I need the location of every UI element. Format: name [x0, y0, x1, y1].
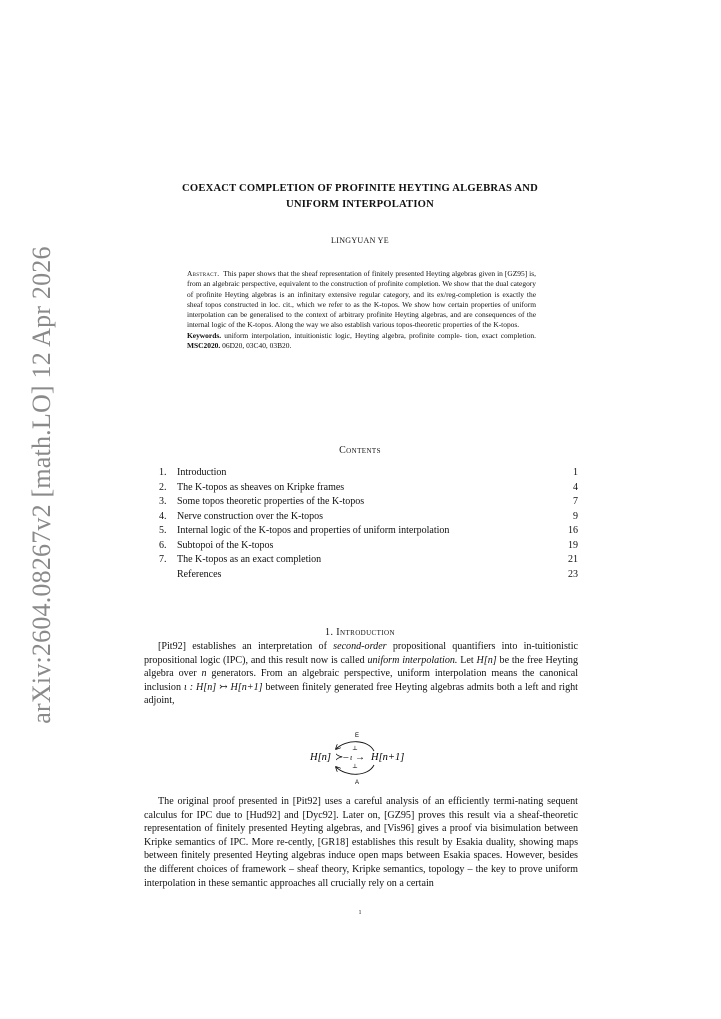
toc-entry-page: 7: [573, 496, 578, 507]
toc-entry-page: 23: [568, 568, 578, 580]
keywords-text: uniform interpolation, intuitionistic logic, Heyting algebra, profinite comple-: [224, 330, 463, 340]
diagram-mid-map: ι: [350, 753, 353, 762]
text-run: [Pit92] establishes an interpretation of: [158, 641, 334, 652]
toc-entry-title: Some topos theoretic properties of the K-topos: [177, 496, 365, 507]
page-number: 1: [358, 910, 362, 916]
toc-entry-number: 5.: [159, 525, 167, 536]
abstract-line: algebras, and are consequences of the internal logic of the K-topos. Along the way we also: [187, 310, 537, 330]
math: n: [201, 668, 207, 680]
title-line-2: UNIFORM INTERPOLATION: [286, 199, 434, 210]
toc-entry-title: Subtopoi of the K-topos: [177, 539, 274, 551]
diagram-right-object: H[n+1]: [371, 752, 405, 763]
diagram-top-label: E: [354, 733, 360, 739]
toc-entry[interactable]: [159, 466, 578, 481]
toc-entry-page: 4: [573, 481, 578, 493]
diagram-perp-top: ⊥: [352, 746, 358, 752]
toc-entry[interactable]: [159, 495, 578, 510]
msc-text: 06D20, 03C40, 03B20.: [222, 341, 292, 351]
diagram-perp-bottom: ⊥: [352, 764, 358, 770]
toc-entry-title: The K-topos as sheaves on Kripke frames: [177, 481, 345, 493]
arxiv-id: arXiv:2604.08267v2 [math.LO] 12 Apr 2026: [27, 246, 56, 724]
text-run: propositional quantifiers into in-tuitionistic propositional logic (IPC), and this result now is called: [144, 641, 578, 666]
msc-label: MSC2020.: [187, 341, 221, 351]
text-run: generators. From an algebraic perspective, uniform interpolation means the canonical inclusion: [144, 668, 578, 693]
abstract-line: constructed in loc. cit., which we refer to as the K-topos. We show how certain properties: [223, 299, 501, 309]
abstract-line: This paper shows that the sheaf representation of finitely presented Heyting: [223, 269, 450, 278]
toc-entry[interactable]: [159, 539, 578, 554]
toc-entry-title: Nerve construction over the K-topos: [177, 510, 324, 522]
toc-entry[interactable]: [159, 524, 578, 539]
adjunction-diagram: [300, 727, 420, 787]
toc-entry-title: Internal logic of the K-topos and properties of uniform interpolation: [177, 525, 450, 536]
toc-entry-number: 1.: [159, 467, 167, 478]
math: ι : H[n] ↣ H[n+1]: [183, 681, 263, 693]
diagram-bottom-label: A: [354, 780, 360, 786]
abstract-line: establish various topos-theoretic properties of the K-topos.: [344, 320, 520, 330]
toc-entry-number: 3.: [159, 496, 167, 507]
toc-entry-page: 9: [573, 510, 578, 522]
section-number: 1.: [325, 627, 334, 638]
toc-entry[interactable]: [159, 481, 578, 496]
title-line-1: COEXACT COMPLETION OF PROFINITE HEYTING ALGEBRAS AND: [182, 183, 538, 194]
text-run: The original proof presented in [Pit92] uses a careful analysis of an efficiently termi-nating sequent calculus for IPC due to [Hud92] and [Dyc92]. Later on, [GZ95] proves this result via a sheaf-theoretic representation of finitely presented Heyting algebras, and [Vis96] gives a proof via bisimulation between Kripke semantics of IPC. More re-cently, [GR18] establishes this result by Esakia duality, showing maps between finitely presented Heyting algebras induce open maps between Esakia spaces. However, besides the different choices of framework – sheaf theory, Kripke semantics, topology – the key to prove uniform interpolation in these semantic approaches all crucially rely on a certain: [144, 796, 578, 889]
text-run: Let: [457, 654, 477, 666]
toc-entry-title: The K-topos as an exact completion: [177, 554, 322, 565]
svg-text:≻–: ≻–: [335, 752, 349, 763]
keywords-text-2: tion, exact completion.: [465, 330, 537, 340]
toc-entry[interactable]: [159, 568, 578, 583]
diagram-left-object: H[n]: [310, 752, 332, 763]
section-heading: [160, 627, 560, 638]
abstract: [187, 269, 536, 351]
text-run: be the free Heyting algebra over: [144, 654, 578, 680]
toc-entry-number: 7.: [159, 554, 167, 565]
paragraph-intro: [144, 640, 578, 708]
table-of-contents: [159, 466, 578, 582]
toc-entry-number: 2.: [159, 481, 167, 493]
abstract-line: of uniform interpolation can be generalised to the context of arbitrary profinite Heyting: [187, 299, 537, 320]
author: LINGYUAN YE: [331, 236, 389, 245]
toc-entry[interactable]: [159, 553, 578, 568]
abstract-line: algebras given in [GZ95] is, from an algebraic perspective, equivalent to the construction: [187, 269, 536, 289]
paragraph-proofs: [144, 795, 578, 890]
toc-entry-page: 16: [568, 525, 578, 536]
toc-entry-page: 21: [568, 554, 578, 565]
toc-entry-number: [159, 568, 177, 583]
arxiv-sidebar: [22, 246, 62, 724]
paper-title: [150, 181, 570, 213]
abstract-line: infinitary extensive regular category, and its ex/reg-completion is exactly the sheaf topos: [187, 289, 537, 309]
emphasis: second-order: [333, 641, 387, 652]
section-title: Introduction: [336, 627, 395, 638]
contents-heading: Contents: [339, 445, 381, 456]
toc-entry-title: Introduction: [177, 467, 227, 478]
toc-entry-number: 6.: [159, 539, 167, 551]
keywords-label: Keywords.: [187, 330, 222, 340]
toc-entry-number: 4.: [159, 510, 167, 522]
emphasis: uniform interpolation.: [367, 654, 458, 666]
svg-text:→: →: [355, 752, 365, 763]
toc-entry-title: References: [177, 568, 222, 580]
toc-entry-page: 19: [568, 539, 578, 551]
toc-entry[interactable]: [159, 510, 578, 525]
text-run: between finitely generated free Heyting algebras admits both a left and right adjoint,: [144, 681, 578, 707]
abstract-label: Abstract.: [187, 269, 220, 278]
abstract-line: of profinite completion. We show that the dual category of profinite Heyting algebras is an: [187, 279, 536, 299]
math: H[n]: [476, 654, 497, 666]
toc-entry-page: 1: [573, 467, 578, 478]
